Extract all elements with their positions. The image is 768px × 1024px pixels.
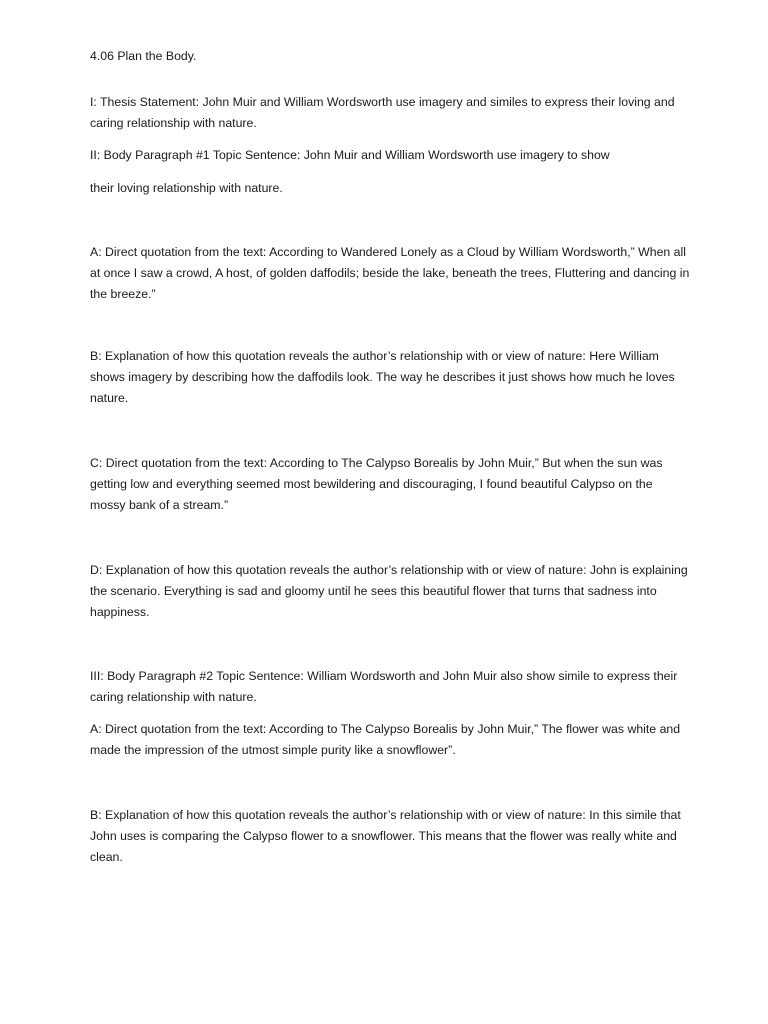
- body1-quotation-c: C: Direct quotation from the text: According to The Calypso Borealis by John Muir,” But when the sun was getting low and everything seemed most bewildering and discouraging, I found beautiful Calypso on the mossy bank of a stream.”: [90, 456, 663, 512]
- thesis-statement: I: Thesis Statement: John Muir and William Wordsworth use imagery and similes to express their loving and caring relationship with nature.: [90, 95, 675, 130]
- document-heading: 4.06 Plan the Body.: [90, 49, 197, 63]
- body2-topic-sentence: III: Body Paragraph #2 Topic Sentence: William Wordsworth and John Muir also show simile to express their caring relationship with nature.: [90, 669, 678, 704]
- body1-explanation-d: D: Explanation of how this quotation reveals the author’s relationship with or view of nature: John is explaining the scenario. Everything is sad and gloomy until he sees this beautiful flower that turns that sadness into happiness.: [90, 563, 688, 619]
- body1-explanation-b: B: Explanation of how this quotation reveals the author’s relationship with or view of nature: Here William shows imagery by describing how the daffodils look. The way he describes it just shows how much he loves nature.: [90, 349, 675, 405]
- body2-quotation-a: A: Direct quotation from the text: According to The Calypso Borealis by John Muir,” The flower was white and made the impression of the utmost simple purity like a snowflower”.: [90, 722, 681, 757]
- body1-topic-line1: II: Body Paragraph #1 Topic Sentence: John Muir and William Wordsworth use imagery to show: [90, 148, 610, 162]
- body1-quotation-a: A: Direct quotation from the text: According to Wandered Lonely as a Cloud by William Wordsworth,” When all at once I saw a crowd, A host, of golden daffodils; beside the lake, beneath the trees, Fluttering and dancing in the breeze.”: [90, 245, 690, 301]
- body1-topic-line2: their loving relationship with nature.: [90, 181, 283, 195]
- body2-explanation-b: B: Explanation of how this quotation reveals the author’s relationship with or view of nature: In this simile that John uses is comparing the Calypso flower to a snowflower. This means that the flower was really white and clean.: [90, 808, 681, 864]
